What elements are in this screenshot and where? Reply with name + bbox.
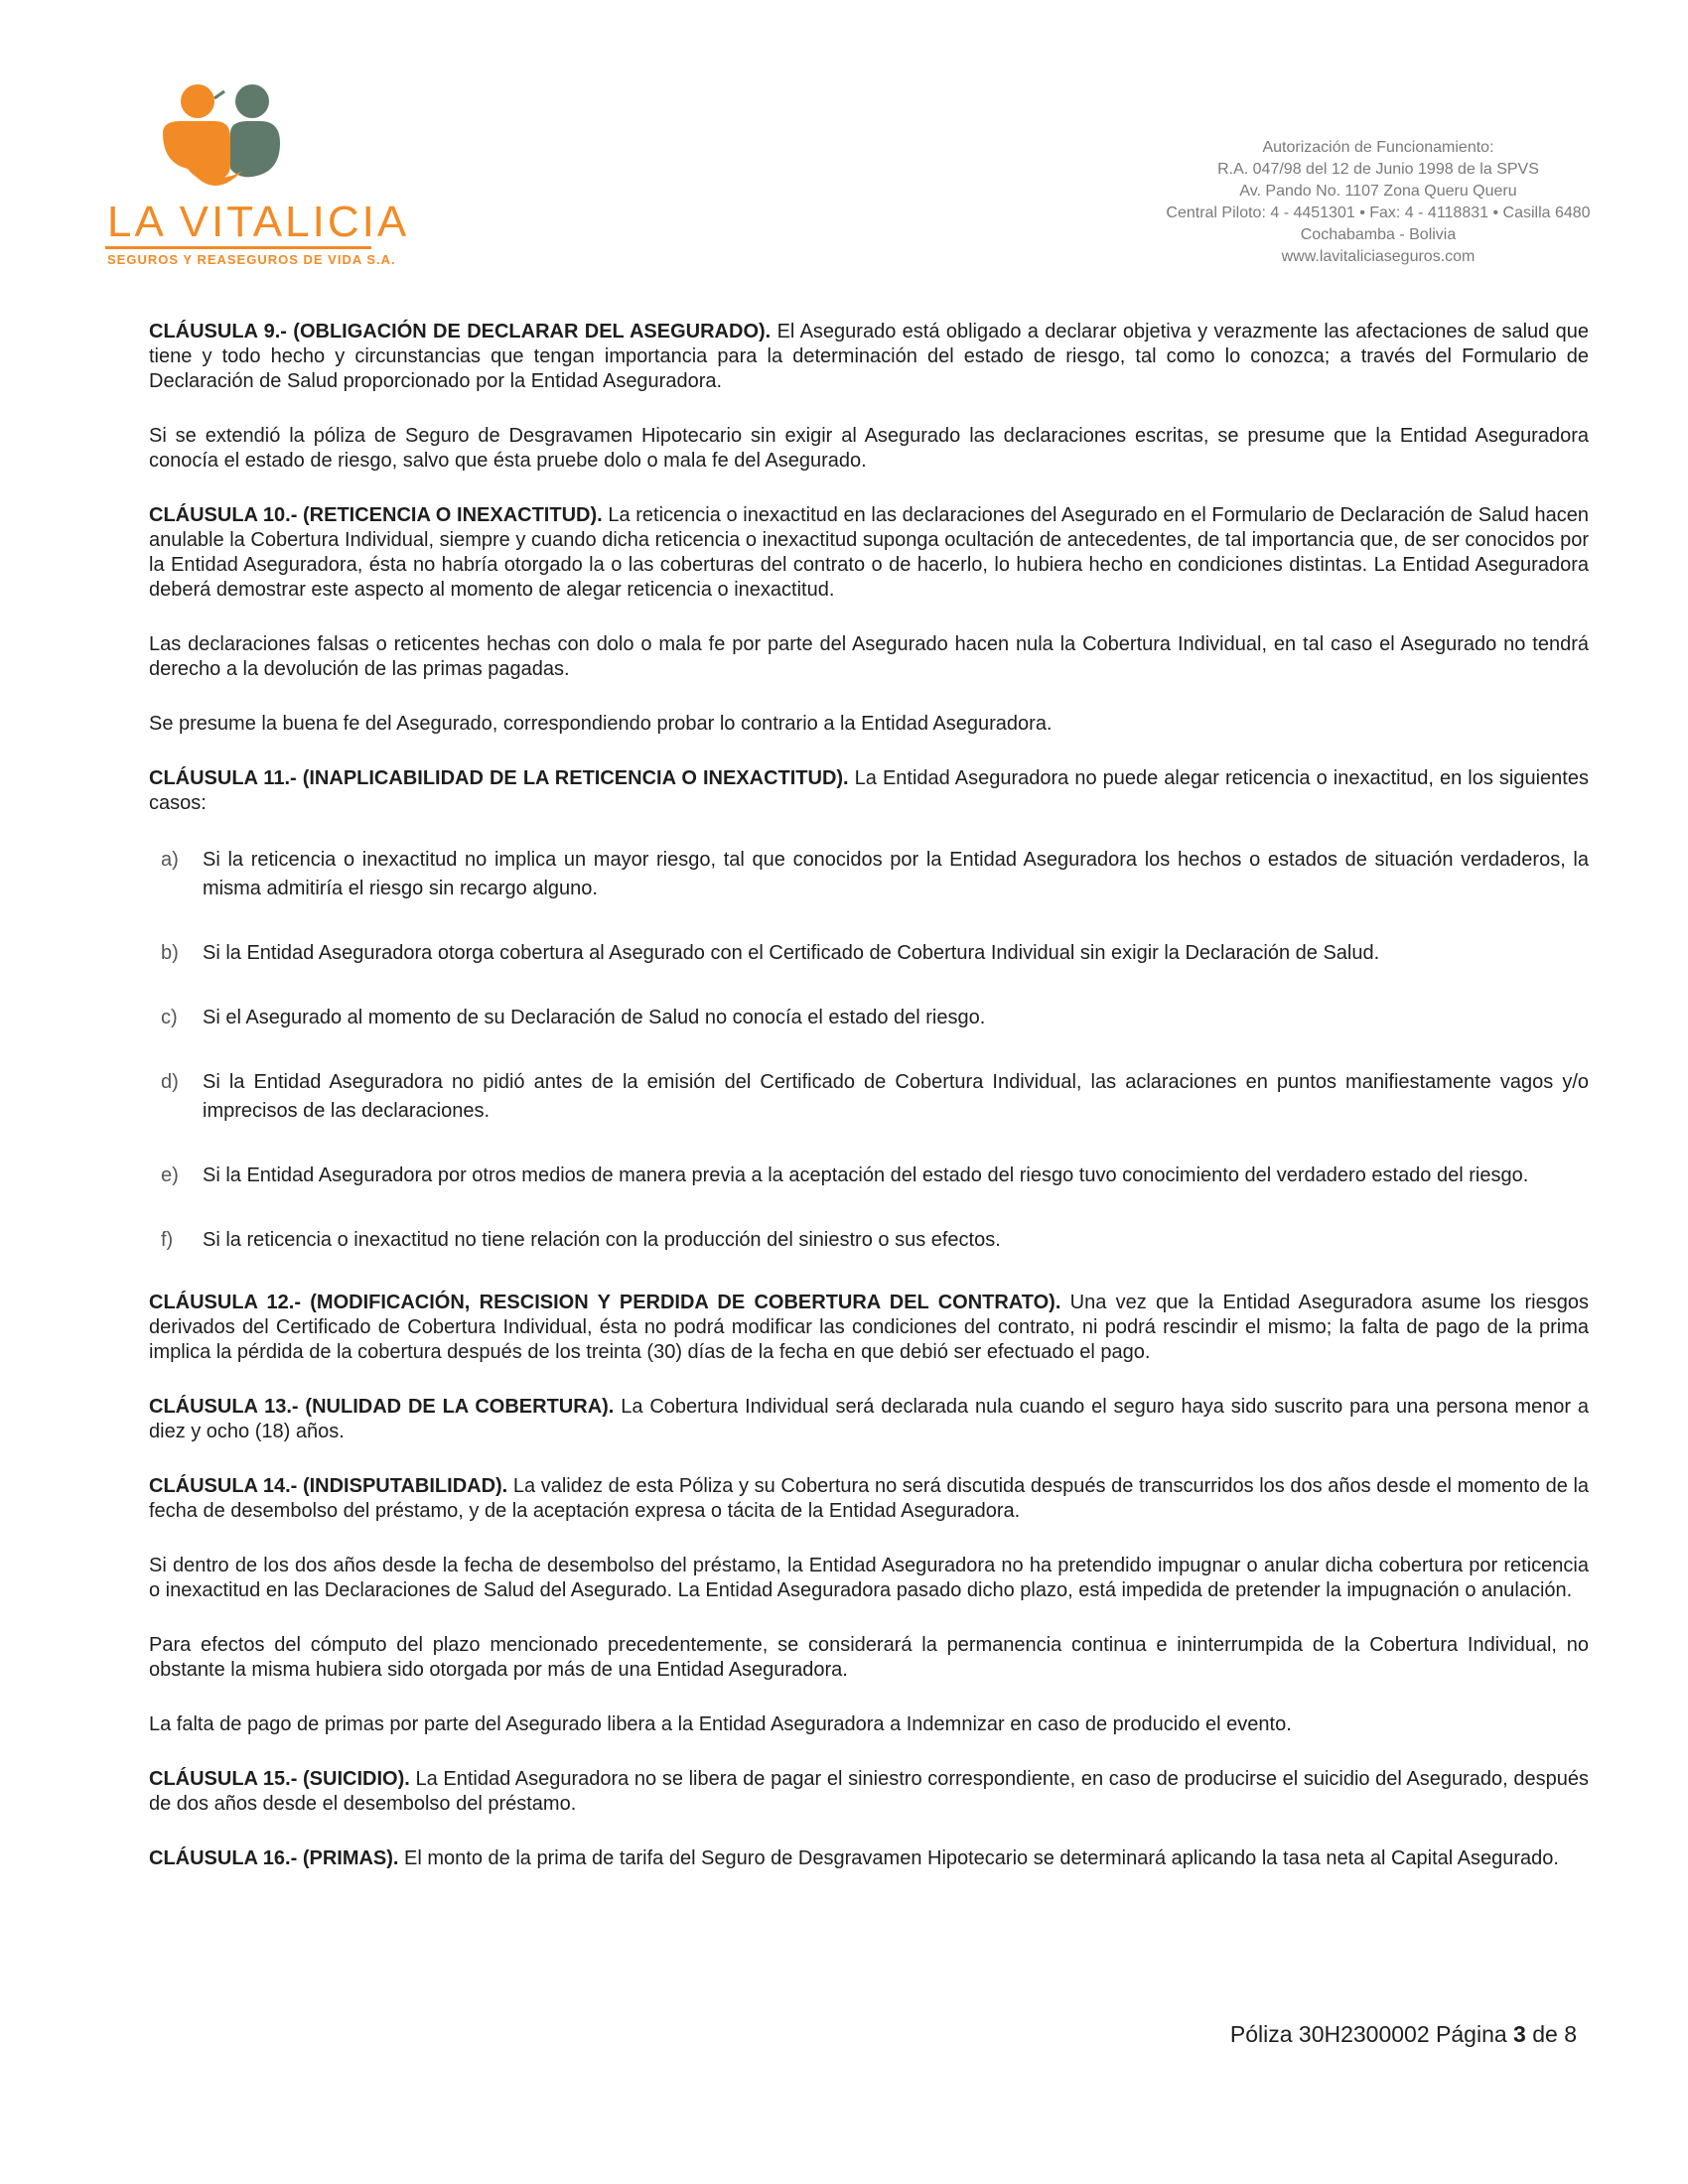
list-letter: f) <box>161 1229 174 1251</box>
clause-heading: CLÁUSULA 14.- (INDISPUTABILIDAD). <box>149 1475 508 1497</box>
clause-12 <box>149 1291 1589 1365</box>
list-item <box>161 1004 1589 1032</box>
clause-text: La Entidad Aseguradora no se libera de pagar el siniestro correspondiente, en caso de producirse el suicidio del Asegurado, después de dos años desde el desembolso del préstamo. <box>149 1768 1589 1815</box>
logo-figures-icon <box>103 73 391 203</box>
info-line: Autorización de Funcionamiento: <box>1262 139 1494 156</box>
list-letter: c) <box>161 1007 178 1028</box>
clause-text: El Asegurado está obligado a declarar objetiva y verazmente las afectaciones de salud que tiene y todo hecho y circunstancias que tengan importancia para la determinación del estado de riesgo, tal como lo conozca; a través del Formulario de Declaración de Salud proporcionado por la Entidad Aseguradora. <box>149 321 1589 392</box>
list-text: Si la Entidad Aseguradora no pidió antes de la emisión del Certificado de Cobertura Individual, las aclaraciones en puntos manifiestamente vagos y/o imprecisos de las declaraciones. <box>203 1071 1589 1122</box>
clause-text: La validez de esta Póliza y su Cobertura no será discutida después de transcurridos los dos años desde el momento de la fecha de desembolso del préstamo, y de la aceptación expresa o tácita de la Entidad Aseguradora. <box>149 1475 1590 1522</box>
list-letter: b) <box>161 942 179 964</box>
info-line: Cochabamba - Bolivia <box>1300 226 1457 243</box>
list-text: Si el Asegurado al momento de su Declaración de Salud no conocía el estado del riesgo. <box>203 1007 986 1028</box>
clause-heading: CLÁUSULA 9.- (OBLIGACIÓN DE DECLARAR DEL ASEGURADO). <box>149 321 772 342</box>
list-item <box>161 1226 1589 1255</box>
company-logo <box>103 73 410 272</box>
info-line: Central Piloto: 4 - 4451301 • Fax: 4 - 4118831 • Casilla 6480 <box>1166 205 1591 221</box>
brand-name: LA VITALICIA <box>107 198 410 246</box>
website-link[interactable]: www.lavitaliciaseguros.com <box>1281 248 1476 265</box>
clause-heading: CLÁUSULA 16.- (PRIMAS). <box>149 1847 399 1869</box>
brand-subtitle: SEGUROS Y REASEGUROS DE VIDA S.A. <box>107 252 396 267</box>
clause-15 <box>149 1767 1589 1817</box>
list-text: Si la reticencia o inexactitud no tiene relación con la producción del siniestro o sus efectos. <box>203 1229 1001 1251</box>
clause-heading: CLÁUSULA 13.- (NULIDAD DE LA COBERTURA). <box>149 1396 615 1418</box>
exceptions-list <box>149 846 1589 1255</box>
clause-11 <box>149 766 1589 816</box>
paragraph: Si se extendió la póliza de Seguro de Desgravamen Hipotecario sin exigir al Asegurado las declaraciones escritas, se presume que la Entidad Aseguradora conocía el estado de riesgo, salvo que ésta pruebe dolo o mala fe del Asegurado. <box>149 425 1589 472</box>
paragraph: Para efectos del cómputo del plazo mencionado precedentemente, se considerará la permanencia continua e ininterrumpida de la Cobertura Individual, no obstante la misma hubiera sido otorgada por más de una Entidad Aseguradora. <box>149 1634 1589 1681</box>
clause-text: Una vez que la Entidad Aseguradora asume los riesgos derivados del Certificado de Cobertura Individual, ésta no podrá modificar las condiciones del contrato, ni podrá rescindir el mismo; la falta de pago de la prima implica la pérdida de la cobertura después de los treinta (30) días de la fecha en que debió ser efectuado el pago. <box>149 1292 1589 1363</box>
policy-number: Póliza 30H2300002 Página <box>1229 2021 1514 2047</box>
clause-10 <box>149 503 1589 603</box>
clause-text: El monto de la prima de tarifa del Seguro de Desgravamen Hipotecario se determinará aplicando la tasa neta al Capital Asegurado. <box>398 1847 1559 1869</box>
company-info <box>1120 137 1636 268</box>
info-line: R.A. 047/98 del 12 de Junio 1998 de la SPVS <box>1217 161 1539 178</box>
policy-body <box>149 320 1589 1901</box>
clause-text: La reticencia o inexactitud en las declaraciones del Asegurado en el Formulario de Declaración de Salud hacen anulable la Cobertura Individual, siempre y cuando dicha reticencia o inexactitud suponga ocultación de antecedentes, de tal importancia que, de ser conocidos por la Entidad Aseguradora, ésta no habría otorgado la o las coberturas del contrato o de hacerlo, lo hubiera hecho en condiciones distintas. La Entidad Aseguradora deberá demostrar este aspecto al momento de alegar reticencia o inexactitud. <box>149 504 1589 601</box>
list-text: Si la Entidad Aseguradora otorga cobertura al Asegurado con el Certificado de Cobertura Individual sin exigir la Declaración de Salud. <box>203 942 1380 964</box>
clause-text: La Entidad Aseguradora no puede alegar reticencia o inexactitud, en los siguientes casos: <box>149 767 1589 814</box>
paragraph: Las declaraciones falsas o reticentes hechas con dolo o mala fe por parte del Asegurado hacen nula la Cobertura Individual, en tal caso el Asegurado no tendrá derecho a la devolución de las primas pagadas. <box>149 633 1589 680</box>
list-letter: a) <box>161 849 179 871</box>
list-item <box>161 1161 1589 1190</box>
clause-14 <box>149 1474 1589 1524</box>
page-total: de 8 <box>1525 2021 1577 2047</box>
clause-heading: CLÁUSULA 11.- (INAPLICABILIDAD DE LA RETICENCIA O INEXACTITUD). <box>149 767 849 789</box>
list-letter: e) <box>161 1164 179 1186</box>
clause-13 <box>149 1395 1589 1444</box>
list-item <box>161 1068 1589 1126</box>
clause-heading: CLÁUSULA 10.- (RETICENCIA O INEXACTITUD). <box>149 504 603 526</box>
page-number: 3 <box>1513 2021 1526 2047</box>
paragraph: La falta de pago de primas por parte del Asegurado libera a la Entidad Aseguradora a Indemnizar en caso de producido el evento. <box>149 1713 1292 1735</box>
list-item <box>161 846 1589 903</box>
page-footer <box>1230 2021 1577 2048</box>
paragraph: Si dentro de los dos años desde la fecha de desembolso del préstamo, la Entidad Aseguradora no ha pretendido impugnar o anular dicha cobertura por reticencia o inexactitud en las Declaraciones de Salud del Asegurado. La Entidad Aseguradora pasado dicho plazo, está impedida de pretender la impugnación o anulación. <box>149 1555 1589 1601</box>
list-item <box>161 939 1589 968</box>
info-line: Av. Pando No. 1107 Zona Queru Queru <box>1239 183 1517 200</box>
list-letter: d) <box>161 1071 179 1093</box>
clause-heading: CLÁUSULA 15.- (SUICIDIO). <box>149 1768 410 1790</box>
paragraph: Se presume la buena fe del Asegurado, correspondiendo probar lo contrario a la Entidad Aseguradora. <box>149 713 1053 735</box>
clause-9 <box>149 320 1589 394</box>
list-text: Si la Entidad Aseguradora por otros medios de manera previa a la aceptación del estado del riesgo tuvo conocimiento del verdadero estado del riesgo. <box>203 1164 1529 1186</box>
brand-underline <box>105 246 371 249</box>
clause-heading: CLÁUSULA 12.- (MODIFICACIÓN, RESCISION Y PERDIDA DE COBERTURA DEL CONTRATO). <box>149 1292 1061 1313</box>
clause-16 <box>149 1846 1589 1871</box>
clause-text: La Cobertura Individual será declarada nula cuando el seguro haya sido suscrito para una persona menor a diez y ocho (18) años. <box>149 1396 1589 1442</box>
list-text: Si la reticencia o inexactitud no implica un mayor riesgo, tal que conocidos por la Entidad Aseguradora los hechos o estados de situación verdaderos, la misma admitiría el riesgo sin recargo alguno. <box>203 849 1589 899</box>
